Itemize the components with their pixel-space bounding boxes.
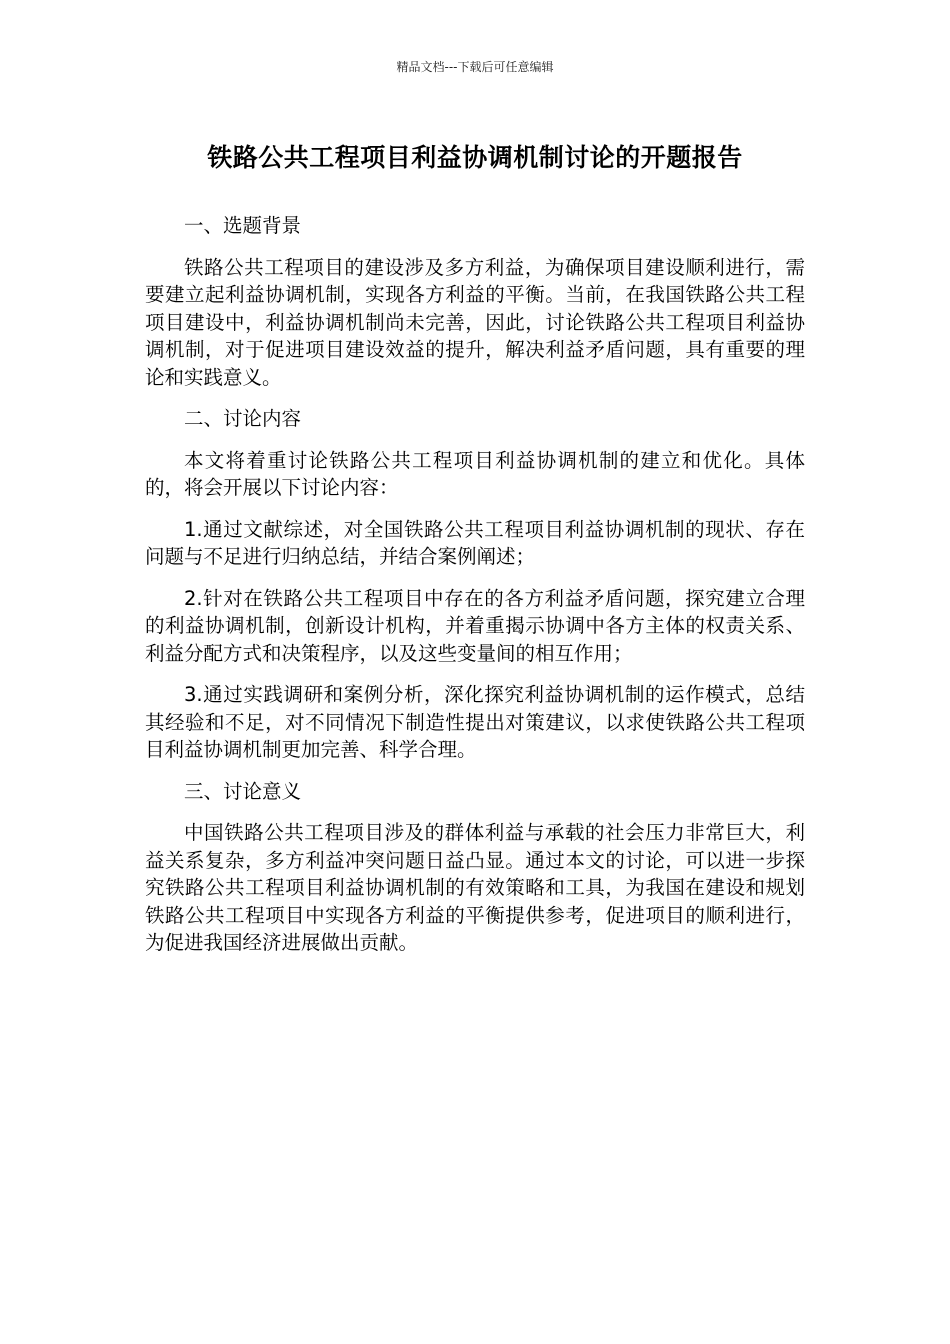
paragraph: 中国铁路公共工程项目涉及的群体利益与承载的社会压力非常巨大，利益关系复杂，多方利益冲突问题日益凸显。通过本文的讨论，可以进一步探究铁路公共工程项目利益协调机制的有效策略和工具，为我国在建设和规划铁路公共工程项目中实现各方利益的平衡提供参考，促进项目的顺利进行，为促进我国经济进展做出贡献。 bbox=[145, 821, 805, 954]
paragraph: 本文将着重讨论铁路公共工程项目利益协调机制的建立和优化。具体的，将会开展以下讨论内容： bbox=[145, 448, 805, 499]
section-significance bbox=[145, 778, 805, 957]
header-note: 精品文档---下载后可任意编辑 bbox=[396, 60, 554, 74]
section-heading: 一、选题背景 bbox=[184, 214, 302, 237]
paragraph: 铁路公共工程项目的建设涉及多方利益，为确保项目建设顺利进行，需要建立起利益协调机制，实现各方利益的平衡。当前，在我国铁路公共工程项目建设中，利益协调机制尚未完善，因此，讨论铁路公共工程项目利益协调机制，对于促进项目建设效益的提升，解决利益矛盾问题，具有重要的理论和实践意义。 bbox=[145, 255, 805, 389]
document-body bbox=[145, 212, 805, 971]
document-title: 铁路公共工程项目利益协调机制讨论的开题报告 bbox=[207, 143, 743, 172]
list-item: 1.通过文献综述，对全国铁路公共工程项目利益协调机制的现状、存在问题与不足进行归纳总结，并结合案例阐述； bbox=[145, 517, 805, 568]
list-item: 2.针对在铁路公共工程项目中存在的各方利益矛盾问题，探究建立合理的利益协调机制，创新设计机构，并着重揭示协调中各方主体的权责关系、利益分配方式和决策程序，以及这些变量间的相互作用； bbox=[145, 586, 805, 665]
list-item: 3.通过实践调研和案例分析，深化探究利益协调机制的运作模式，总结其经验和不足，对不同情况下制造性提出对策建议，以求使铁路公共工程项目利益协调机制更加完善、科学合理。 bbox=[145, 683, 805, 761]
section-background bbox=[145, 212, 805, 391]
section-heading: 三、讨论意义 bbox=[184, 779, 302, 803]
section-content bbox=[145, 405, 805, 764]
section-heading: 二、讨论内容 bbox=[184, 407, 302, 430]
